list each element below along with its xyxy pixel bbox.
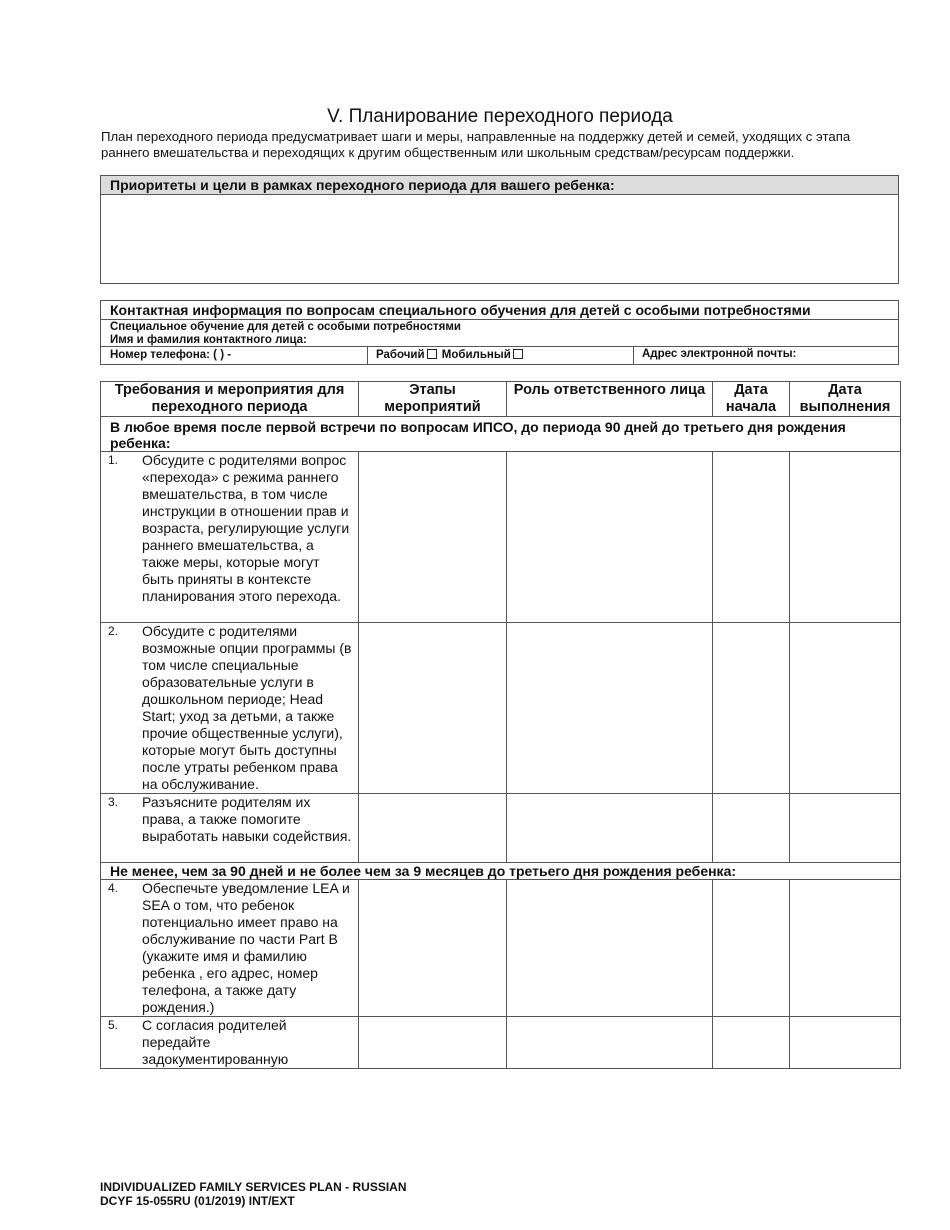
steps-cell[interactable]: [359, 452, 507, 623]
role-cell[interactable]: [507, 794, 713, 863]
item-text: Обсудите с родителями возможные опции программы (в том числе специальные образовательные услуги в дошкольном периоде; Head Start; уход за детьми, а также прочие общественные услуги), которые могут быть доступны после утраты ребенком права на обслуживание.: [142, 623, 352, 792]
completion-date-cell[interactable]: [790, 880, 901, 1017]
work-checkbox[interactable]: [427, 349, 437, 359]
section-row: [101, 863, 901, 880]
table-row: [101, 623, 901, 794]
item-number: 3.: [108, 795, 119, 809]
contact-header: Контактная информация по вопросам специального обучения для детей с особыми потребностями: [101, 301, 898, 320]
item-number: 1.: [108, 453, 119, 467]
table-row: [101, 880, 901, 1017]
contact-box: [100, 300, 899, 365]
start-date-cell[interactable]: [713, 1017, 790, 1069]
role-cell[interactable]: [507, 880, 713, 1017]
contact-row-phone: [101, 346, 898, 366]
section-heading-2: Не менее, чем за 90 дней и не более чем за 9 месяцев до третьего дня рождения ребенка:: [101, 863, 901, 880]
completion-date-cell[interactable]: [790, 794, 901, 863]
item-text: С согласия родителей передайте задокументированную: [142, 1017, 289, 1067]
section-row: [101, 417, 901, 452]
item-number: 4.: [108, 881, 119, 895]
intro-paragraph: План переходного периода предусматривает шаги и меры, направленные на поддержку детей и семей, уходящих с этапа раннего вмешательства и переходящих к другим общественным или школьным средствам/ресурсам поддержки.: [101, 129, 851, 160]
start-date-cell[interactable]: [713, 880, 790, 1017]
start-date-cell[interactable]: [713, 794, 790, 863]
start-date-cell[interactable]: [713, 452, 790, 623]
requirements-table: [100, 381, 901, 1069]
form-footer: [100, 1180, 407, 1208]
steps-cell[interactable]: [359, 794, 507, 863]
col-header-role: Роль ответственного лица: [507, 382, 713, 417]
email-field[interactable]: Адрес электронной почты:: [642, 348, 797, 360]
divider: [633, 346, 634, 365]
priorities-input-area[interactable]: [101, 195, 898, 283]
table-row: [101, 452, 901, 623]
contact-name-field[interactable]: Имя и фамилия контактного лица:: [110, 334, 307, 346]
col-header-start-date: Дата начала: [713, 382, 790, 417]
role-cell[interactable]: [507, 623, 713, 794]
item-text: Обсудите с родителями вопрос «перехода» с режима раннего вмешательства, в том числе инструкции в отношении прав и возраста, регулирующие услуги раннего вмешательства, а также меры, которые могут быть приняты в контексте планирования этого перехода.: [142, 452, 350, 604]
priorities-box: [100, 175, 899, 284]
footer-form-code: DCYF 15-055RU (01/2019) INT/EXT: [100, 1194, 295, 1208]
item-number: 5.: [108, 1018, 119, 1032]
divider: [367, 346, 368, 365]
section-heading-1: В любое время после первой встречи по вопросам ИПСО, до периода 90 дней до третьего дня рождения ребенка:: [101, 417, 901, 452]
work-label: Рабочий: [376, 349, 425, 361]
table-row: [101, 794, 901, 863]
start-date-cell[interactable]: [713, 623, 790, 794]
completion-date-cell[interactable]: [790, 1017, 901, 1069]
page-title: V. Планирование переходного периода: [327, 106, 673, 127]
mobile-label: Мобильный: [441, 349, 511, 361]
col-header-requirements: Требования и мероприятия для переходного периода: [101, 382, 359, 417]
priorities-header: Приоритеты и цели в рамках переходного периода для вашего ребенка:: [101, 176, 898, 195]
item-text: Обеспечьте уведомление LEA и SEA о том, что ребенок потенциально имеет право на обслуживание по части Part B (укажите имя и фамилию ребенка , его адрес, номер телефона, а также дату рождения.): [142, 880, 350, 1015]
phone-field[interactable]: Номер телефона: ( ) -: [110, 349, 232, 361]
role-cell[interactable]: [507, 1017, 713, 1069]
item-text: Разъясните родителям их права, а также помогите выработать навыки содействия.: [142, 794, 352, 844]
col-header-completion-date: Дата выполнения: [790, 382, 901, 417]
steps-cell[interactable]: [359, 623, 507, 794]
table-header-row: [101, 382, 901, 417]
completion-date-cell[interactable]: [790, 452, 901, 623]
mobile-checkbox[interactable]: [513, 349, 523, 359]
phone-type-group: [376, 349, 525, 361]
footer-form-name: INDIVIDUALIZED FAMILY SERVICES PLAN - RUSSIAN: [100, 1180, 407, 1194]
steps-cell[interactable]: [359, 880, 507, 1017]
completion-date-cell[interactable]: [790, 623, 901, 794]
item-number: 2.: [108, 624, 119, 638]
role-cell[interactable]: [507, 452, 713, 623]
table-row: [101, 1017, 901, 1069]
steps-cell[interactable]: [359, 1017, 507, 1069]
col-header-steps: Этапы мероприятий: [359, 382, 507, 417]
contact-line-special-ed: Специальное обучение для детей с особыми потребностями: [110, 321, 461, 333]
